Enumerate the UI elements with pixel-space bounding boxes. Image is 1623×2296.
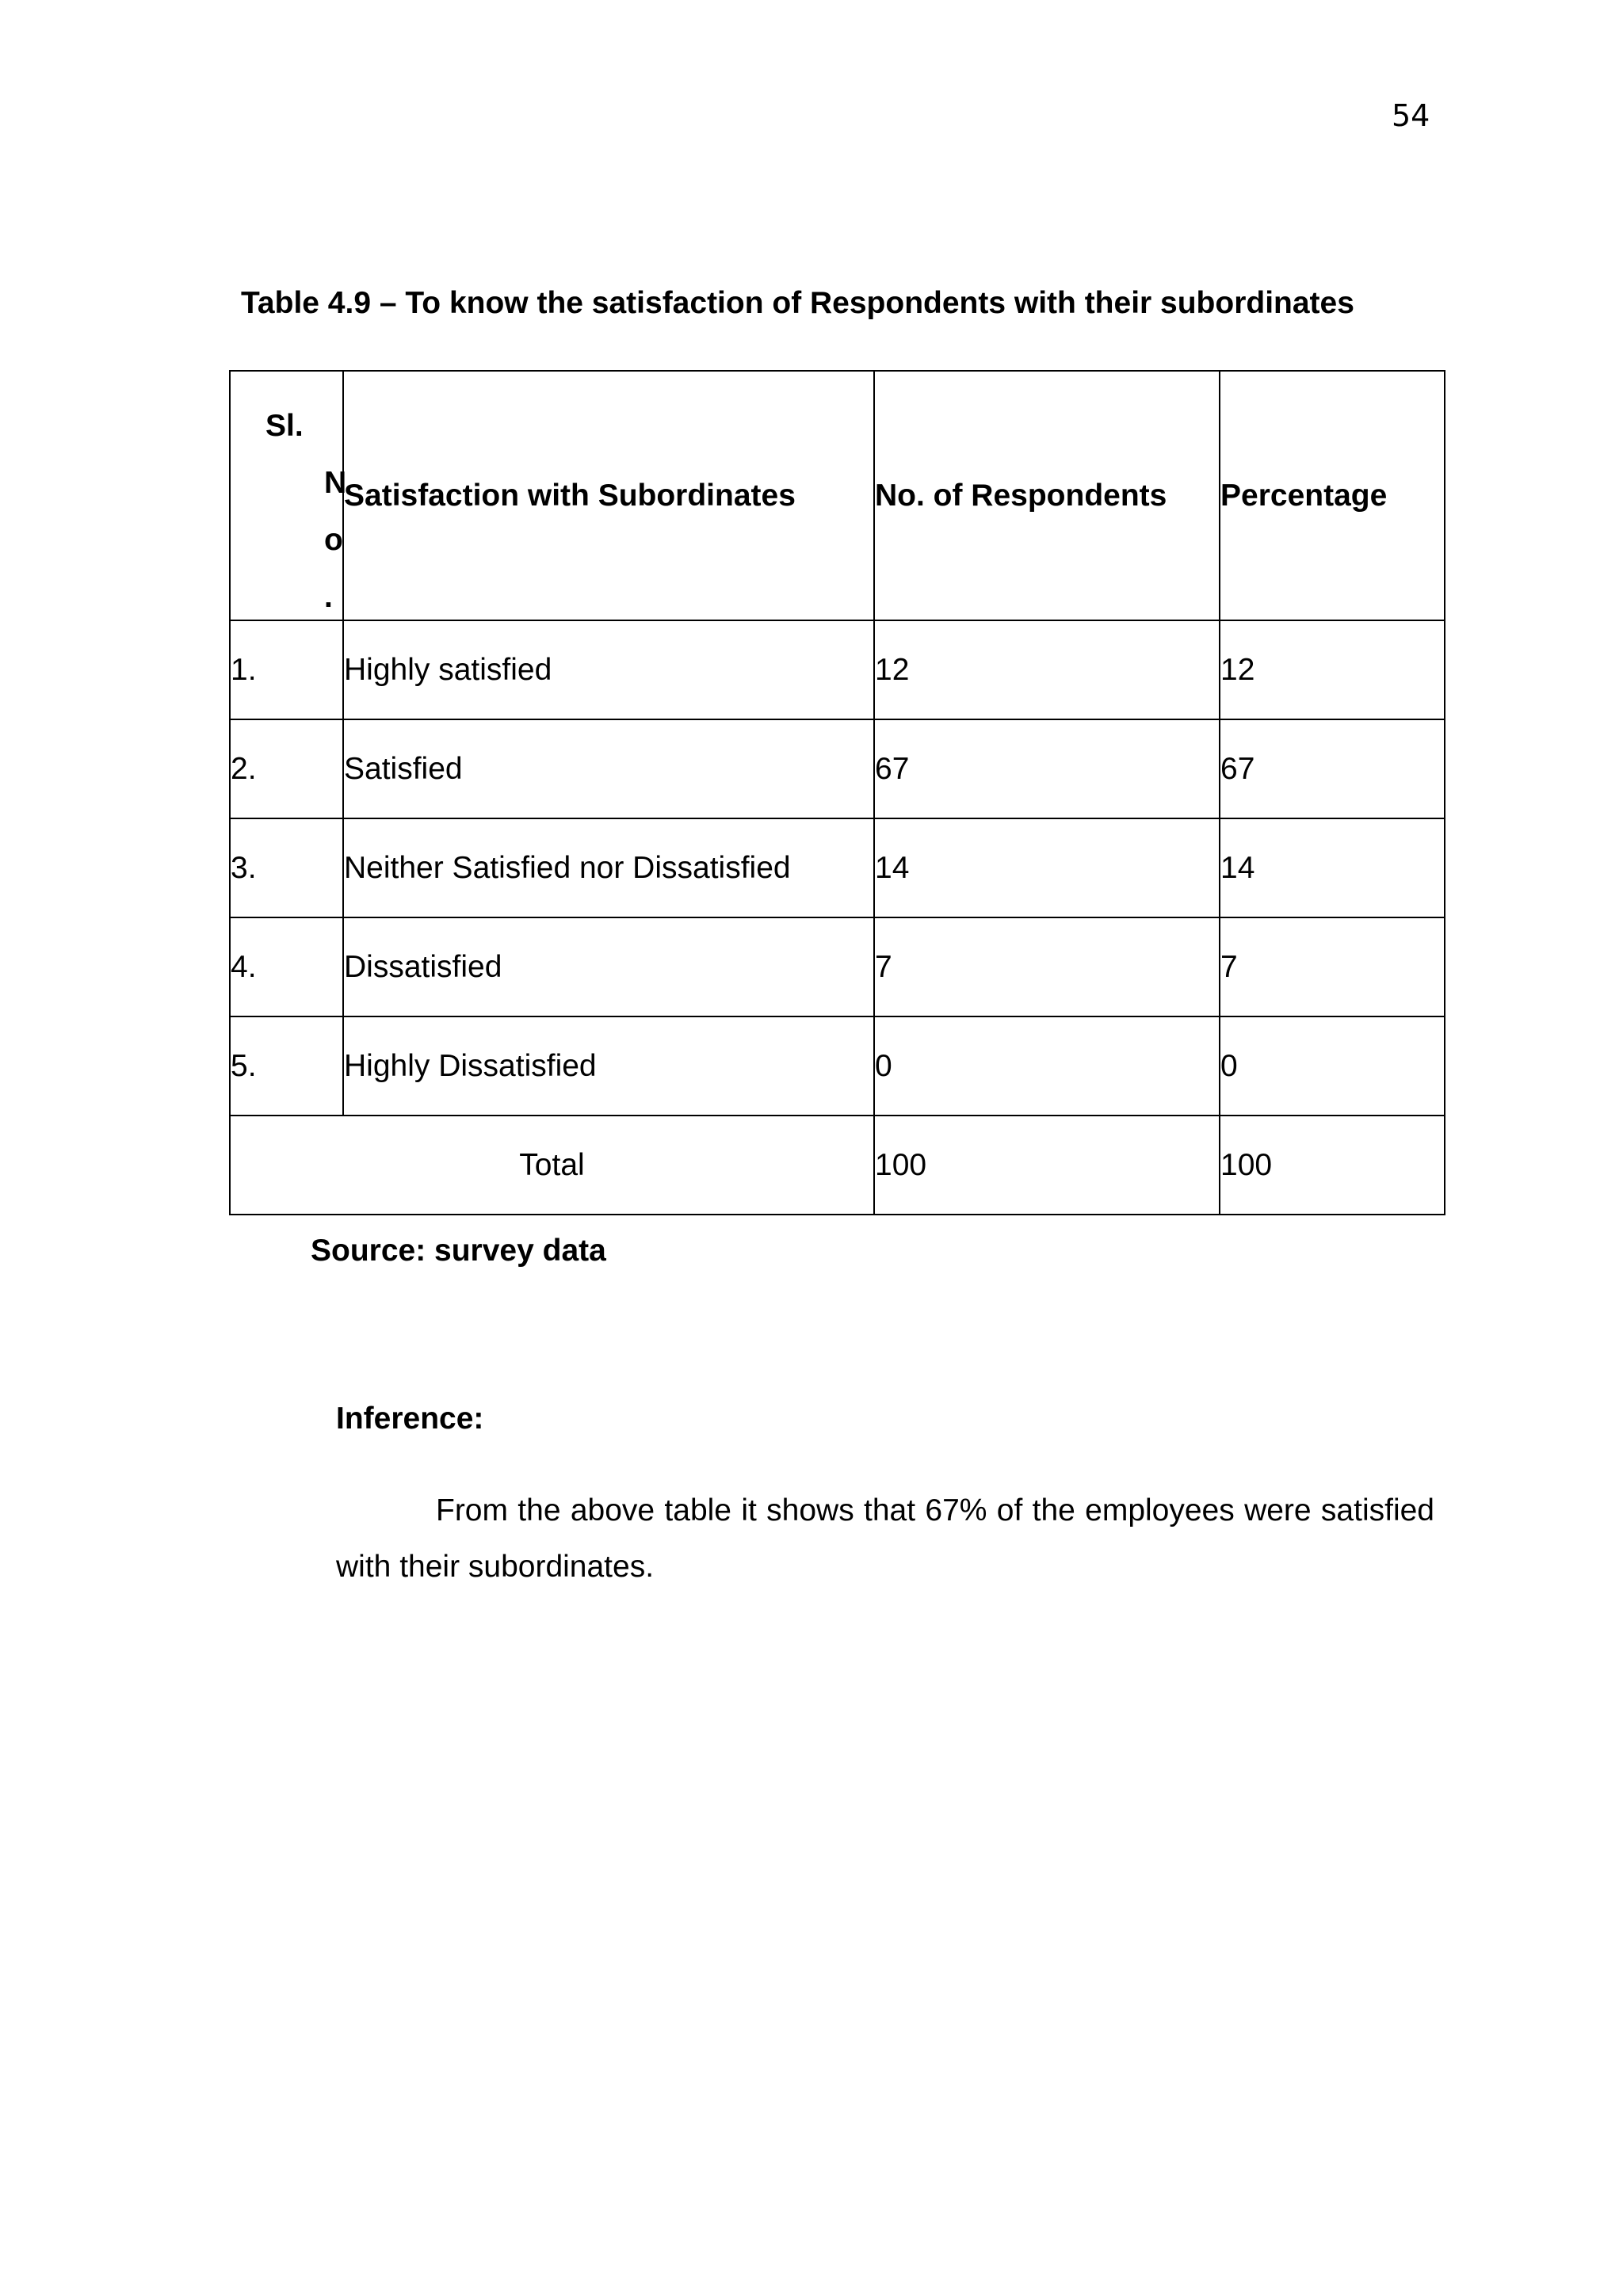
header-sl-no [230,371,347,620]
table-row [230,917,1445,1016]
inference-body: From the above table it shows that 67% of the employees were satisfied with their subordinates. [336,1493,1434,1584]
row-respondents: 7 [874,917,1220,1016]
header-satisfaction: Satisfaction with Subordinates [343,371,874,620]
total-respondents: 100 [874,1116,1220,1215]
total-label: Total [230,1116,874,1215]
row-percentage: 14 [1220,818,1445,917]
header-respondents: No. of Respondents [874,371,1220,620]
header-percentage: Percentage [1220,371,1445,620]
row-sno: 5. [230,1016,343,1116]
table-row [230,818,1445,917]
satisfaction-table [229,370,1445,1215]
page-number: 54 [1392,98,1430,133]
row-percentage: 12 [1220,620,1445,719]
row-percentage: 0 [1220,1016,1445,1116]
row-respondents: 67 [874,719,1220,818]
table-row [230,719,1445,818]
header-sl-line-1: Sl. [265,409,304,443]
row-respondents: 12 [874,620,1220,719]
row-label: Neither Satisfied nor Dissatisfied [343,818,874,917]
row-label: Satisfied [343,719,874,818]
row-sno: 3. [230,818,343,917]
row-percentage: 67 [1220,719,1445,818]
row-sno: 4. [230,917,343,1016]
row-sno: 1. [230,620,343,719]
total-percentage: 100 [1220,1116,1445,1215]
table-caption: Table 4.9 – To know the satisfaction of Respondents with their subordinates [241,286,1354,320]
table-row [230,1016,1445,1116]
header-sl-line-2: N [324,466,347,500]
row-percentage: 7 [1220,917,1445,1016]
row-label: Dissatisfied [343,917,874,1016]
source-note: Source: survey data [311,1234,606,1268]
row-label: Highly satisfied [343,620,874,719]
row-label: Highly Dissatisfied [343,1016,874,1116]
table-header-row [230,371,1445,620]
table-row [230,620,1445,719]
inference-heading: Inference: [336,1402,484,1436]
row-sno: 2. [230,719,343,818]
header-sl-line-3: o [324,523,343,557]
row-respondents: 0 [874,1016,1220,1116]
table-total-row [230,1116,1445,1215]
row-respondents: 14 [874,818,1220,917]
header-sl-line-4: . [324,580,333,614]
